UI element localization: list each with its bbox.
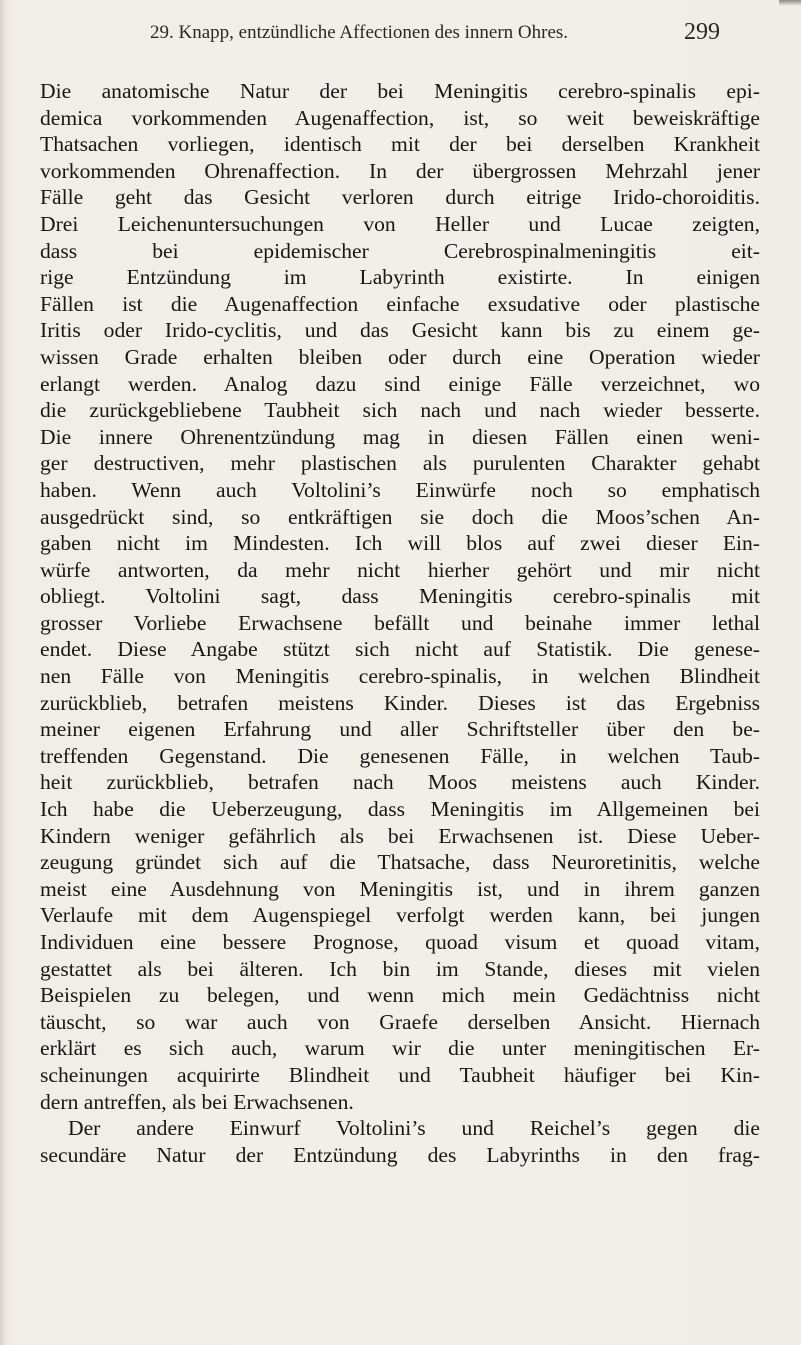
- text-line: scheinungen acquirirte Blindheit und Taubheit häufiger bei Kin-: [40, 1062, 760, 1087]
- text-line: ausgedrückt sind, so entkräftigen sie doch die Moos’schen An-: [40, 504, 760, 529]
- text-line: die zurückgebliebene Taubheit sich nach und nach wieder besserte.: [40, 398, 760, 423]
- text-line: meist eine Ausdehnung von Meningitis ist, und in ihrem ganzen: [40, 876, 760, 901]
- text-line: Kindern weniger gefährlich als bei Erwachsenen ist. Diese Ueber-: [40, 823, 760, 848]
- text-line: obliegt. Voltolini sagt, dass Meningitis cerebro-spinalis mit: [40, 584, 760, 609]
- text-line: Die anatomische Natur der bei Meningitis cerebro-spinalis epi-: [40, 79, 760, 103]
- text-line: wissen Grade erhalten bleiben oder durch eine Operation wieder: [40, 344, 760, 369]
- text-line: meiner eigenen Erfahrung und aller Schriftsteller über den be-: [40, 717, 760, 742]
- running-head: [150, 19, 720, 52]
- text-line: Individuen eine bessere Prognose, quoad visum et quoad vitam,: [40, 930, 760, 954]
- text-line: Drei Leichenuntersuchungen von Heller und Lucae zeigten,: [40, 211, 760, 236]
- text-line: Ich habe die Ueberzeugung, dass Meningitis im Allgemeinen bei: [40, 797, 760, 822]
- text-line: Der andere Einwurf Voltolini’s und Reichel’s gegen die: [68, 1116, 760, 1141]
- text-line: Fälle geht das Gesicht verloren durch eitrige Irido-choroiditis.: [40, 185, 760, 210]
- text-line: Verlaufe mit dem Augenspiegel verfolgt werden kann, bei jungen: [40, 903, 760, 928]
- text-line: erlangt werden. Analog dazu sind einige Fälle verzeichnet, wo: [40, 371, 760, 396]
- text-line: erklärt es sich auch, warum wir die unter meningitischen Er-: [40, 1036, 760, 1061]
- text-line: täuscht, so war auch von Graefe derselben Ansicht. Hiernach: [40, 1009, 760, 1034]
- running-head-title: 29. Knapp, entzündliche Affectionen des innern Ohres.: [150, 22, 569, 43]
- text-line: gestattet als bei älteren. Ich bin im Stande, dieses mit vielen: [40, 956, 760, 981]
- text-line: würfe antworten, da mehr nicht hierher gehört und mir nicht: [40, 557, 760, 582]
- text-line: vorkommenden Ohrenaffection. In der übergrossen Mehrzahl jener: [40, 158, 760, 183]
- text-line: secundäre Natur der Entzündung des Labyrinths in den frag-: [40, 1142, 760, 1167]
- text-line: dass bei epidemischer Cerebrospinalmeningitis eit-: [40, 238, 760, 263]
- text-line: Thatsachen vorliegen, identisch mit der bei derselben Krankheit: [40, 132, 760, 157]
- text-line: Iritis oder Irido-cyclitis, und das Gesicht kann bis zu einem ge-: [40, 318, 760, 343]
- text-line: grosser Vorliebe Erwachsene befällt und beinahe immer lethal: [40, 610, 760, 635]
- text-line: demica vorkommenden Augenaffection, ist, so weit beweiskräftige: [40, 105, 760, 130]
- text-line: gaben nicht im Mindesten. Ich will blos auf zwei dieser Ein-: [40, 531, 760, 556]
- page-corner-mark: [779, 0, 801, 6]
- text-line: rige Entzündung im Labyrinth existirte. In einigen: [40, 265, 760, 290]
- text-line: haben. Wenn auch Voltolini’s Einwürfe noch so emphatisch: [40, 477, 760, 502]
- text-line: zeugung gründet sich auf die Thatsache, dass Neuroretinitis, welche: [40, 850, 760, 875]
- text-line: Beispielen zu belegen, und wenn mich mein Gedächtniss nicht: [40, 983, 760, 1008]
- text-line: endet. Diese Angabe stützt sich nicht auf Statistik. Die genese-: [40, 637, 760, 662]
- text-line: dern antreffen, als bei Erwachsenen.: [40, 1089, 354, 1114]
- page-gutter-shadow: [0, 0, 6, 1345]
- text-line: Fällen ist die Augenaffection einfache exsudative oder plastische: [40, 291, 760, 316]
- body-text: [40, 78, 760, 1168]
- text-line: nen Fälle von Meningitis cerebro-spinalis, in welchen Blindheit: [40, 664, 760, 689]
- text-line: Die innere Ohrenentzündung mag in diesen Fällen einen weni-: [40, 424, 760, 449]
- text-line: ger destructiven, mehr plastischen als purulenten Charakter gehabt: [40, 451, 760, 476]
- text-line: heit zurückblieb, betrafen nach Moos meistens auch Kinder.: [40, 770, 760, 795]
- page-number: 299: [684, 19, 720, 45]
- text-line: zurückblieb, betrafen meistens Kinder. Dieses ist das Ergebniss: [40, 690, 760, 715]
- text-line: treffenden Gegenstand. Die genesenen Fälle, in welchen Taub-: [40, 743, 760, 768]
